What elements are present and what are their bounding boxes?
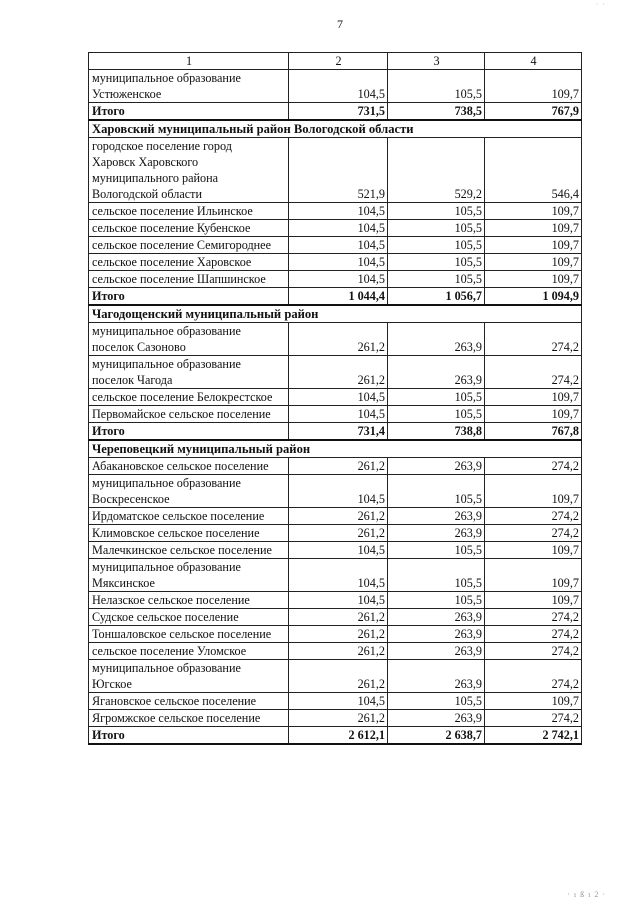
- value-col-2: 261,2: [289, 660, 388, 693]
- value-col-3: 263,9: [388, 660, 485, 693]
- scan-mark-top: · ·: [595, 0, 606, 9]
- header-cell-2: 2: [289, 53, 388, 70]
- value-col-3: 105,5: [388, 559, 485, 592]
- municipality-name: муниципальное образование Мяксинское: [89, 559, 289, 592]
- municipality-name: Абакановское сельское поселение: [89, 458, 289, 475]
- value-col-3: 105,5: [388, 254, 485, 271]
- value-col-3: 263,9: [388, 710, 485, 727]
- municipality-name: муниципальное образование поселок Сазоново: [89, 323, 289, 356]
- value-col-2: 104,5: [289, 406, 388, 423]
- table-row: [89, 475, 582, 508]
- value-col-4: 109,7: [485, 237, 582, 254]
- municipality-name: сельское поселение Уломское: [89, 643, 289, 660]
- municipality-name: муниципальное образование поселок Чагода: [89, 356, 289, 389]
- value-col-3: 1 056,7: [388, 288, 485, 306]
- municipality-name: сельское поселение Кубенское: [89, 220, 289, 237]
- value-col-2: 104,5: [289, 693, 388, 710]
- value-col-2: 104,5: [289, 70, 388, 103]
- value-col-4: 274,2: [485, 710, 582, 727]
- municipality-name: муниципальное образование Югское: [89, 660, 289, 693]
- value-col-4: 109,7: [485, 271, 582, 288]
- value-col-2: 521,9: [289, 138, 388, 203]
- municipality-name: Ягановское сельское поселение: [89, 693, 289, 710]
- value-col-3: 105,5: [388, 271, 485, 288]
- value-col-4: 109,7: [485, 542, 582, 559]
- total-row: [89, 727, 582, 745]
- header-cell-4: 4: [485, 53, 582, 70]
- value-col-4: 109,7: [485, 475, 582, 508]
- table-row: [89, 542, 582, 559]
- value-col-2: 261,2: [289, 710, 388, 727]
- municipality-name: сельское поселение Белокрестское: [89, 389, 289, 406]
- value-col-3: 263,9: [388, 525, 485, 542]
- municipality-name: Малечкинское сельское поселение: [89, 542, 289, 559]
- section-heading-row: [89, 120, 582, 138]
- value-col-2: 104,5: [289, 559, 388, 592]
- value-col-2: 104,5: [289, 203, 388, 220]
- value-col-4: 2 742,1: [485, 727, 582, 745]
- total-row: [89, 288, 582, 306]
- value-col-4: 1 094,9: [485, 288, 582, 306]
- municipality-name: сельское поселение Ильинское: [89, 203, 289, 220]
- table-header-row: [89, 53, 582, 70]
- value-col-4: 274,2: [485, 525, 582, 542]
- section-heading-row: [89, 440, 582, 458]
- value-col-4: 274,2: [485, 508, 582, 525]
- value-col-4: 109,7: [485, 559, 582, 592]
- total-label: Итого: [89, 727, 289, 745]
- value-col-2: 261,2: [289, 458, 388, 475]
- value-col-4: 274,2: [485, 356, 582, 389]
- total-label: Итого: [89, 288, 289, 306]
- value-col-2: 261,2: [289, 643, 388, 660]
- value-col-2: 261,2: [289, 525, 388, 542]
- value-col-4: 767,8: [485, 423, 582, 441]
- value-col-3: 263,9: [388, 458, 485, 475]
- header-cell-1: 1: [89, 53, 289, 70]
- municipality-name: Ягромжское сельское поселение: [89, 710, 289, 727]
- municipality-name: Климовское сельское поселение: [89, 525, 289, 542]
- value-col-2: 1 044,4: [289, 288, 388, 306]
- table-row: [89, 237, 582, 254]
- value-col-3: 263,9: [388, 323, 485, 356]
- value-col-4: 274,2: [485, 626, 582, 643]
- value-col-4: 274,2: [485, 458, 582, 475]
- total-label: Итого: [89, 423, 289, 441]
- value-col-2: 731,5: [289, 103, 388, 121]
- municipality-name: Судское сельское поселение: [89, 609, 289, 626]
- municipality-name: Тоншаловское сельское поселение: [89, 626, 289, 643]
- table-row: [89, 406, 582, 423]
- value-col-4: 546,4: [485, 138, 582, 203]
- table-row: [89, 356, 582, 389]
- table-row: [89, 389, 582, 406]
- value-col-3: 738,8: [388, 423, 485, 441]
- value-col-2: 104,5: [289, 592, 388, 609]
- value-col-4: 109,7: [485, 406, 582, 423]
- table-row: [89, 508, 582, 525]
- municipality-name: Ирдоматское сельское поселение: [89, 508, 289, 525]
- total-row: [89, 423, 582, 441]
- value-col-2: 261,2: [289, 356, 388, 389]
- value-col-4: 109,7: [485, 220, 582, 237]
- table-row: [89, 138, 582, 203]
- value-col-3: 738,5: [388, 103, 485, 121]
- municipality-name: муниципальное образование Воскресенское: [89, 475, 289, 508]
- value-col-3: 529,2: [388, 138, 485, 203]
- budget-table: [88, 52, 582, 745]
- value-col-3: 105,5: [388, 406, 485, 423]
- value-col-4: 274,2: [485, 643, 582, 660]
- value-col-3: 263,9: [388, 356, 485, 389]
- municipality-name: сельское поселение Семигороднее: [89, 237, 289, 254]
- value-col-2: 104,5: [289, 542, 388, 559]
- value-col-3: 2 638,7: [388, 727, 485, 745]
- section-heading-row: [89, 305, 582, 323]
- value-col-3: 263,9: [388, 643, 485, 660]
- municipality-name: сельское поселение Харовское: [89, 254, 289, 271]
- table-row: [89, 643, 582, 660]
- table-row: [89, 254, 582, 271]
- table-row: [89, 323, 582, 356]
- value-col-4: 274,2: [485, 660, 582, 693]
- value-col-3: 263,9: [388, 609, 485, 626]
- table-row: [89, 626, 582, 643]
- table-row: [89, 525, 582, 542]
- value-col-4: 109,7: [485, 203, 582, 220]
- value-col-4: 109,7: [485, 592, 582, 609]
- value-col-4: 109,7: [485, 70, 582, 103]
- value-col-3: 105,5: [388, 693, 485, 710]
- value-col-4: 109,7: [485, 254, 582, 271]
- value-col-3: 105,5: [388, 70, 485, 103]
- value-col-3: 105,5: [388, 389, 485, 406]
- table-row: [89, 559, 582, 592]
- municipality-name: Первомайское сельское поселение: [89, 406, 289, 423]
- table-row: [89, 70, 582, 103]
- municipality-name: Нелазское сельское поселение: [89, 592, 289, 609]
- value-col-2: 261,2: [289, 626, 388, 643]
- total-label: Итого: [89, 103, 289, 121]
- value-col-3: 105,5: [388, 592, 485, 609]
- value-col-3: 105,5: [388, 220, 485, 237]
- value-col-2: 2 612,1: [289, 727, 388, 745]
- value-col-3: 105,5: [388, 475, 485, 508]
- table-row: [89, 458, 582, 475]
- value-col-2: 261,2: [289, 609, 388, 626]
- value-col-2: 261,2: [289, 508, 388, 525]
- total-row: [89, 103, 582, 121]
- scan-mark-bottom: · ı ß ı 2 ·: [567, 890, 606, 899]
- table-row: [89, 660, 582, 693]
- section-heading: Череповецкий муниципальный район: [89, 440, 582, 458]
- value-col-4: 767,9: [485, 103, 582, 121]
- value-col-3: 105,5: [388, 203, 485, 220]
- value-col-2: 104,5: [289, 389, 388, 406]
- value-col-3: 105,5: [388, 237, 485, 254]
- table-row: [89, 710, 582, 727]
- value-col-4: 274,2: [485, 323, 582, 356]
- table-row: [89, 271, 582, 288]
- value-col-2: 104,5: [289, 271, 388, 288]
- value-col-4: 109,7: [485, 693, 582, 710]
- municipality-name: сельское поселение Шапшинское: [89, 271, 289, 288]
- section-heading: Чагодощенский муниципальный район: [89, 305, 582, 323]
- value-col-2: 731,4: [289, 423, 388, 441]
- value-col-3: 105,5: [388, 542, 485, 559]
- value-col-2: 261,2: [289, 323, 388, 356]
- municipality-name: городское поселение город Харовск Харовского муниципального района Вологодской области: [89, 138, 289, 203]
- table-row: [89, 203, 582, 220]
- page-number: 7: [337, 17, 343, 31]
- table-row: [89, 220, 582, 237]
- value-col-2: 104,5: [289, 237, 388, 254]
- section-heading: Харовский муниципальный район Вологодской области: [89, 120, 582, 138]
- value-col-4: 109,7: [485, 389, 582, 406]
- municipality-name: муниципальное образование Устюженское: [89, 70, 289, 103]
- value-col-2: 104,5: [289, 254, 388, 271]
- header-cell-3: 3: [388, 53, 485, 70]
- table-row: [89, 609, 582, 626]
- value-col-3: 263,9: [388, 508, 485, 525]
- table-row: [89, 592, 582, 609]
- value-col-2: 104,5: [289, 475, 388, 508]
- value-col-2: 104,5: [289, 220, 388, 237]
- value-col-4: 274,2: [485, 609, 582, 626]
- table-row: [89, 693, 582, 710]
- value-col-3: 263,9: [388, 626, 485, 643]
